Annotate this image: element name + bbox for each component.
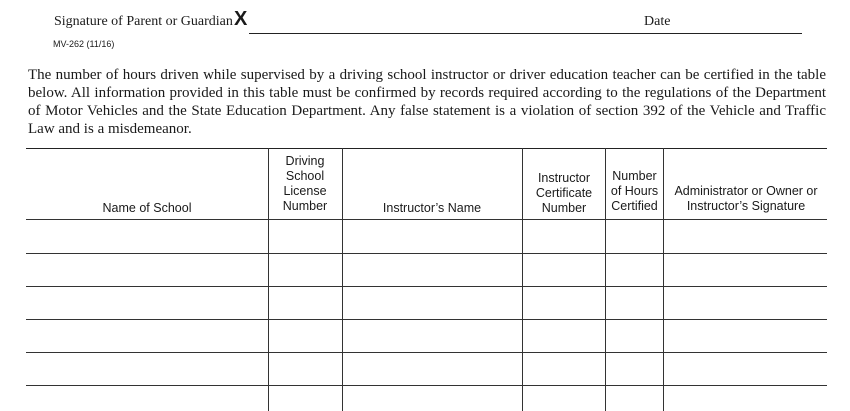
header-certificate-number xyxy=(524,152,604,216)
instructor-name-cell[interactable] xyxy=(343,287,522,319)
signature-cell[interactable] xyxy=(664,353,827,385)
header-school-name xyxy=(26,152,268,216)
certificate-number-cell[interactable] xyxy=(523,287,605,319)
school-name-cell[interactable] xyxy=(26,254,268,286)
date-field[interactable] xyxy=(676,33,802,34)
instructor-name-cell[interactable] xyxy=(343,254,522,286)
certification-table xyxy=(26,148,827,411)
license-number-cell[interactable] xyxy=(269,254,342,286)
signature-cell[interactable] xyxy=(664,254,827,286)
signature-cell[interactable] xyxy=(664,287,827,319)
school-name-cell[interactable] xyxy=(26,386,268,411)
notice-paragraph: The number of hours driven while supervised by a driving school instructor or driver education teacher can be certified in the table below. All information provided in this table must be confirmed by records required according to the regulations of the Department of Motor Vehicles and the State Education Department. Any false statement is a violation of section 392 of the Vehicle and Traffic Law and is a misdemeanor. xyxy=(28,67,826,137)
hours-cell[interactable] xyxy=(606,220,663,253)
license-number-cell[interactable] xyxy=(269,320,342,352)
signature-cell[interactable] xyxy=(664,320,827,352)
form-id: MV-262 (11/16) xyxy=(53,39,115,49)
date-label: Date xyxy=(644,14,671,29)
instructor-name-cell[interactable] xyxy=(343,320,522,352)
hours-cell[interactable] xyxy=(606,353,663,385)
instructor-name-cell[interactable] xyxy=(343,220,522,253)
school-name-cell[interactable] xyxy=(26,320,268,352)
header-signature xyxy=(672,152,820,214)
signature-label: Signature of Parent or Guardian xyxy=(54,14,233,29)
certificate-number-cell[interactable] xyxy=(523,320,605,352)
header-license-number xyxy=(272,152,338,214)
instructor-name-cell[interactable] xyxy=(343,386,522,411)
instructor-name-cell[interactable] xyxy=(343,353,522,385)
license-number-cell[interactable] xyxy=(269,220,342,253)
table-top-rule xyxy=(26,148,827,149)
header-license-number-label: Driving School License Number xyxy=(282,154,328,213)
license-number-cell[interactable] xyxy=(269,353,342,385)
signature-field[interactable] xyxy=(249,33,684,34)
license-number-cell[interactable] xyxy=(269,287,342,319)
hours-cell[interactable] xyxy=(606,287,663,319)
header-instructor-name xyxy=(342,152,522,216)
header-hours-certified-label: Number of Hours Certified xyxy=(610,169,659,213)
hours-cell[interactable] xyxy=(606,254,663,286)
header-certificate-number-label: Instructor Certificate Number xyxy=(535,171,593,215)
signature-row xyxy=(54,8,814,36)
header-signature-label: Administrator or Owner or Instructor’s Signature xyxy=(674,184,818,213)
school-name-cell[interactable] xyxy=(26,220,268,253)
header-school-name-label: Name of School xyxy=(102,201,192,215)
certificate-number-cell[interactable] xyxy=(523,254,605,286)
hours-cell[interactable] xyxy=(606,320,663,352)
signature-cell[interactable] xyxy=(664,386,827,411)
hours-cell[interactable] xyxy=(606,386,663,411)
school-name-cell[interactable] xyxy=(26,287,268,319)
signature-x-mark: X xyxy=(234,8,248,30)
certificate-number-cell[interactable] xyxy=(523,220,605,253)
certificate-number-cell[interactable] xyxy=(523,386,605,411)
certificate-number-cell[interactable] xyxy=(523,353,605,385)
header-instructor-name-label: Instructor’s Name xyxy=(382,201,482,215)
header-hours-certified xyxy=(607,152,662,214)
license-number-cell[interactable] xyxy=(269,386,342,411)
school-name-cell[interactable] xyxy=(26,353,268,385)
signature-cell[interactable] xyxy=(664,220,827,253)
